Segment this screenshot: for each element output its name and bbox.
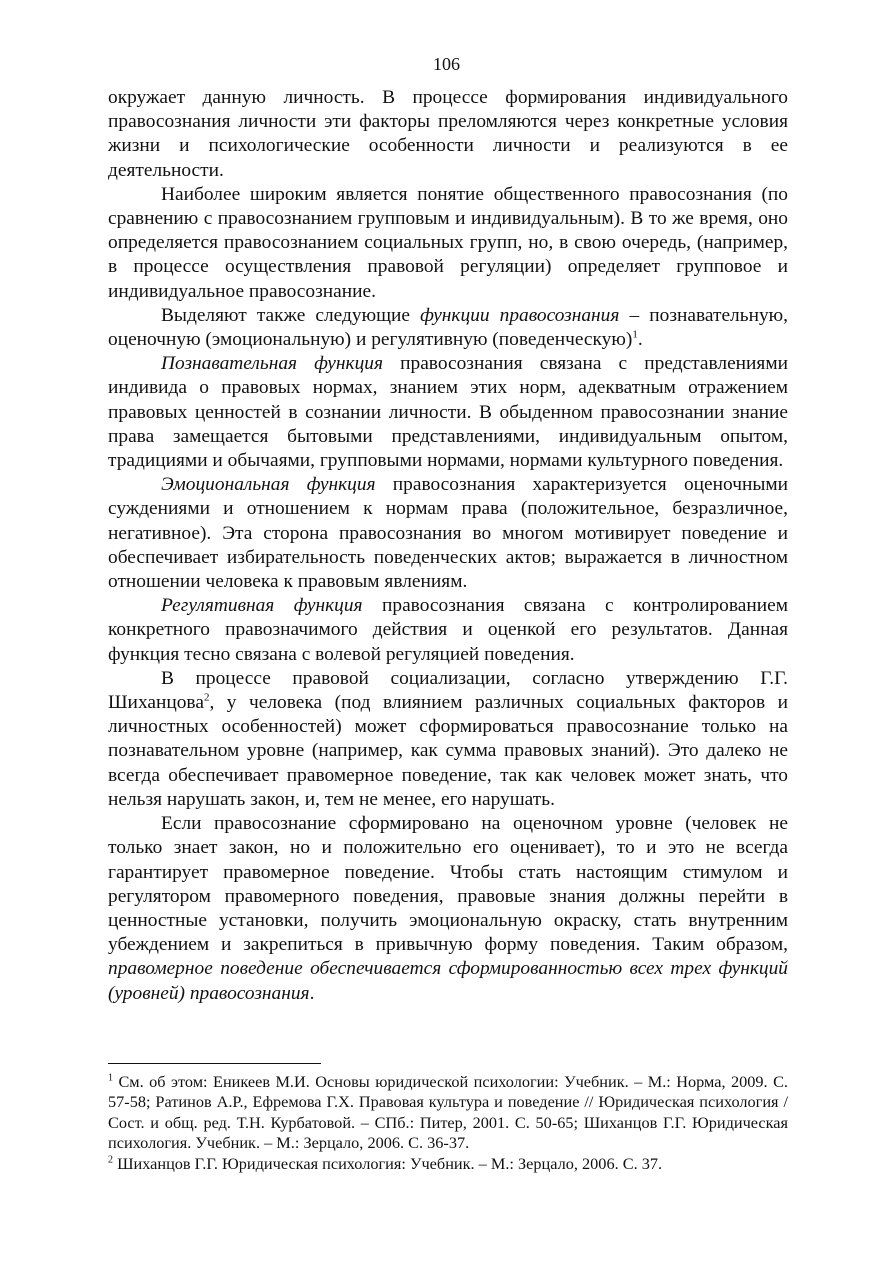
footnotes [108, 1072, 788, 1174]
footnote-2-marker: 2 [108, 1154, 113, 1166]
paragraph-3-emphasis: функции правосознания [420, 304, 620, 326]
paragraph-3-text-cont: – познавательную, оценочную (эмоциональную) и регулятивную (поведенческую) [108, 304, 788, 351]
paragraph-2: Наиболее широким является понятие общественного правосознания (по сравнению с правосознанием групповым и индивидуальным). В то же время, оно определяется правосознанием социальных групп, но, в свою очередь, (например, в процессе осуществления правовой регуляции) определяет групповое и индивидуальное правосознание. [108, 183, 788, 302]
paragraph-7-text: В процессе правовой социализации, согласно утверждению Г.Г. Шиханцова [108, 667, 788, 714]
footnote-1-marker: 1 [108, 1072, 113, 1084]
paragraph-1: окружает данную личность. В процессе формирования индивидуального правосознания личности эти факторы преломляются через конкретные условия жизни и психологические особенности личности и реализуются в ее деятельности. [108, 87, 788, 181]
paragraph-6 [108, 594, 788, 667]
paragraph-4 [108, 352, 788, 473]
paragraph-5 [108, 473, 788, 594]
paragraph-6-text: правосознания связана с контролированием конкретного правозначимого действия и оценкой его результатов. Данная функция тесно связана с волевой регуляцией поведения. [108, 595, 789, 665]
paragraph-8-emphasis: правомерное поведение обеспечивается сформированностью всех трех функций (уровней) правосознания [108, 958, 788, 1004]
footnote-divider [108, 1063, 321, 1064]
paragraph-5-emphasis: Эмоциональная функция [161, 474, 376, 496]
footnote-2-text: Шиханцов Г.Г. Юридическая психология: Учебник. – М.: Зерцало, 2006. С. 37. [113, 1153, 663, 1173]
paragraph-7-text-cont: , у человека (под влиянием различных социальных факторов и личностных особенностей) может сформироваться правосознание только на познавательном уровне (например, как сумма правовых знаний). Это далеко не всегда обеспечивает правомерное поведение, так как человек может знать, что нельзя нарушать закон, и, тем не менее, его нарушать. [108, 692, 788, 810]
paragraph-8-end: . [309, 982, 315, 1004]
paragraph-3-end: . [637, 329, 643, 351]
footnote-ref-1[interactable]: 1 [632, 328, 638, 341]
paragraph-3 [108, 304, 788, 352]
paragraph-4-emphasis: Познавательная функция [161, 353, 383, 375]
footnote-1 [108, 1072, 788, 1154]
footnote-2 [108, 1154, 788, 1174]
paragraph-8-text: Если правосознание сформировано на оценочном уровне (человек не только знает закон, но и положительно его оценивает), то и это не всегда гарантирует правомерное поведение. Чтобы стать настоящим стимулом и регулятором правомерного поведения, правовые знания должны перейти в ценностные установки, получить эмоциональную окраску, стать внутренним убеждением и закрепиться в привычную форму поведения. Таким образом, [108, 813, 788, 956]
paragraph-3-text: Выделяют также следующие [161, 304, 421, 326]
paragraph-6-emphasis: Регулятивная функция [161, 595, 363, 617]
footnote-1-text: См. об этом: Еникеев М.И. Основы юридической психологии: Учебник. – М.: Норма, 2009. С. 57-58; Ратинов А.Р., Ефремова Г.Х. Правовая культура и поведение // Юридическая психология / Сост. и общ. ред. Т.Н. Курбатовой. – СПб.: Питер, 2001. С. 50-65; Шиханцов Г.Г. Юридическая психология. Учебник. – М.: Зерцало, 2006. С. 36-37. [108, 1072, 788, 1153]
paragraph-4-text: правосознания связана с представлениями индивида о правовых нормах, знанием этих норм, адекватным отражением правовых ценностей в сознании личности. В обыденном правосознании знание права замещается бытовыми представлениями, индивидуальным опытом, традициями и обычаями, групповыми нормами, нормами культурного поведения. [108, 353, 788, 472]
footnote-ref-2[interactable]: 2 [203, 691, 210, 704]
paragraph-7 [108, 667, 788, 812]
paragraph-5-text: правосознания характеризуется оценочными суждениями и отношением к нормам права (положительное, безразличное, негативное). Эта сторона правосознания во многом мотивирует поведение и обеспечивает избирательность поведенческих актов; выражается в личностном отношении человека к правовым явлениям. [108, 474, 789, 593]
page-number: 106 [433, 54, 460, 74]
paragraph-8 [108, 812, 788, 1006]
main-text [108, 86, 788, 1006]
